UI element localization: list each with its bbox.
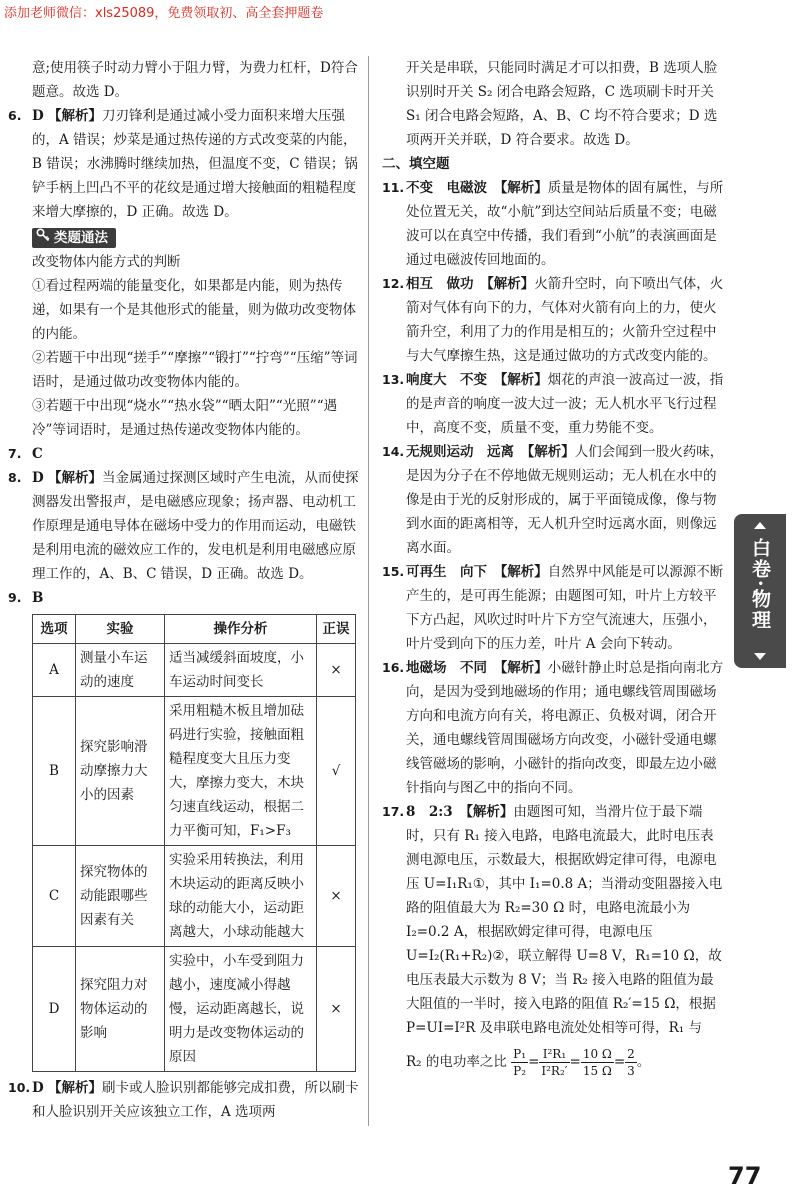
table-header-cell: 操作分析 (165, 615, 317, 644)
q15-analysis-text: 自然界中风能是可以源源不断产生的，是可再生能源；由题图可知，叶片上方较平下方凸起，风吹过时叶片下方空气流速大，压强小，叶片受到向下的压力差，叶片 A 会向下转动。 (406, 564, 724, 652)
experiment-cell: 探究影响滑动摩擦力大小的因素 (76, 697, 165, 846)
column-divider (368, 56, 369, 1126)
verdict-cell: √ (317, 697, 356, 846)
q8-answer (8, 466, 360, 586)
q10-tail-text: 开关是串联，只能同时满足才可以扣费，B 选项人脸识别时开关 S₂ 闭合电路会短路，C 选项刷卡时开关 S₁ 闭合电路会短路，A、B、C 均不符合要求；D 选项两开关并联，D 符合要求。故选 D。 (406, 60, 718, 148)
fraction-numerator: P₁ (513, 1047, 527, 1061)
verdict-cell: × (317, 846, 356, 947)
side-tab (734, 514, 786, 668)
method-title: 改变物体内能方式的判断 (32, 254, 181, 270)
q14-number: 14. (382, 444, 405, 459)
q16-answer (382, 656, 726, 800)
q13-analysis-tag: 【解析】 (500, 372, 548, 388)
key-icon (36, 228, 50, 248)
analysis-cell: 实验采用转换法，利用木块运动的距离反映小球的动能大小，运动距离越大，小球动能越大 (165, 846, 317, 947)
q13-analysis-text: 烟花的声浪一波高过一波，指的是声音的响度一波大过一波；无人机水平飞行过程中，高度不变，质量不变，重力势能不变。 (406, 372, 724, 436)
equals-sign: = (528, 1054, 540, 1070)
table-row (33, 644, 356, 697)
q5-tail-text: 意;使用筷子时动力臂小于阻力臂，为费力杠杆，D符合题意。故选 D。 (32, 60, 358, 100)
equals-sign: = (613, 1054, 626, 1070)
q9-choice: B (32, 590, 44, 606)
q15-number: 15. (382, 564, 405, 579)
q6-choice: D (32, 108, 44, 124)
option-cell: C (33, 846, 76, 947)
analysis-cell: 实验中，小车受到阻力越小，速度减小得越慢，运动距离越长，说明力是改变物体运动的原因 (165, 947, 317, 1072)
q8-choice: D (32, 470, 44, 486)
q12-answer (382, 272, 726, 368)
ratio-prefix: R₂ 的电功率之比 (406, 1054, 507, 1070)
q10-analysis-text: 刷卡或人脸识别都能够完成扣费，所以刷卡和人脸识别开关应该独立工作，A 选项两 (32, 1080, 359, 1120)
q14-analysis-tag: 【解析】 (527, 444, 575, 460)
option-cell: A (33, 644, 76, 697)
q15-fill: 可再生 向下 (406, 564, 501, 580)
q8-analysis-text: 当金属通过探测区域时产生电流，从而使探测器发出警报声，是电磁感应现象；扬声器、电动机工作原理是通电导体在磁场中受力的作用而运动，电磁铁是利用电流的磁效应工作的，发电机是利用电磁感应原理工作的，A、B、C 错误，D 正确。故选 D。 (32, 470, 359, 582)
experiment-cell: 测量小车运动的速度 (76, 644, 165, 697)
verdict-cell: × (317, 644, 356, 697)
q9-answer (8, 586, 360, 610)
triangle-up-icon (754, 522, 766, 529)
q16-fill: 地磁场 不同 (406, 660, 501, 676)
q15-answer (382, 560, 726, 656)
side-tab-label: 白卷·物理 (749, 538, 771, 631)
q17-fill: 8 2:3 (406, 804, 467, 820)
q11-analysis-tag: 【解析】 (500, 180, 548, 196)
triangle-down-icon (754, 653, 766, 660)
method-badge-label: 类题通法 (54, 230, 108, 246)
equals-sign: = (569, 1054, 581, 1070)
q9-number: 9. (8, 590, 22, 605)
q11-analysis-text: 质量是物体的固有属性，与所处位置无关，故“小航”到达空间站后质量不变；电磁波可以在真空中传播，我们看到“小航”的表演画面是通过电磁波传回地面的。 (406, 180, 724, 268)
fraction-numerator: 10 Ω (582, 1047, 612, 1061)
q14-analysis-text: 人们会闻到一股火药味，是因为分子在不停地做无规则运动；无人机在水中的像是由于光的反射形成的，属于平面镜成像，像与物到水面的距离相等，无人机升空时远离水面，则像远离水面。 (406, 444, 724, 556)
method-badge (32, 228, 116, 248)
q17-analysis-tag: 【解析】 (466, 804, 514, 820)
verdict-cell: × (317, 947, 356, 1072)
q14-fill: 无规则运动 远离 (406, 444, 528, 460)
fraction-denominator: I²R₂′ (541, 1064, 568, 1078)
analysis-cell: 适当减缓斜面坡度，小车运动时间变长 (165, 644, 317, 697)
q7-choice: C (32, 446, 43, 462)
experiment-cell: 探究物体的动能跟哪些因素有关 (76, 846, 165, 947)
experiment-cell: 探究阻力对物体运动的影响 (76, 947, 165, 1072)
method-point-3: ③若题干中出现“烧水”“热水袋”“晒太阳”“光照”“遇冷”等词语时，是通过热传递改变物体内能的。 (32, 398, 338, 438)
q13-number: 13. (382, 372, 405, 387)
option-cell: B (33, 697, 76, 846)
q12-number: 12. (382, 276, 405, 291)
section-heading: 二、填空题 (382, 156, 450, 172)
fraction-p (511, 1046, 528, 1079)
table-header-cell: 实验 (76, 615, 165, 644)
q16-number: 16. (382, 660, 405, 675)
q8-analysis-tag: 【解析】 (48, 470, 103, 486)
q17-analysis-text: 由题图可知，当滑片位于最下端时，只有 R₁ 接入电路，电路电流最大，此时电压表测电源电压，示数最大，根据欧姆定律可得，电源电压 U=I₁R₁①，其中 I₁=0.8 A；当滑动变阻器接入电路的阻值最大为 R₂=30 Ω 时，电路电流最小为 I₂=0.2 A，根据欧姆定律可得，电源电压 U=I₂(R₁+R₂)②，联立解得 U=8 V，R₁=10 Ω，故电压表最大示数为 8 V；当 R₂ 接入电路的阻值为最大阻值的一半时，接入电路的阻值 R₂′=15 Ω，根据 P=UI=I²R 及串联电路电流处处相等可得，R₁ 与 (406, 804, 723, 1036)
fraction-ohm (581, 1046, 614, 1079)
fraction-i2r (539, 1046, 569, 1079)
fraction-numerator: 2 (627, 1047, 635, 1061)
table-header-cell: 正误 (317, 615, 356, 644)
q7-answer (8, 442, 360, 466)
q11-number: 11. (382, 180, 405, 195)
q13-answer (382, 368, 726, 440)
option-cell: D (33, 947, 76, 1072)
fraction-denominator: 3 (627, 1064, 635, 1078)
page-number: 77 (728, 1162, 762, 1190)
q11-fill: 不变 电磁波 (406, 180, 501, 196)
q17-power-ratio (406, 1044, 726, 1080)
q10-answer (8, 1076, 360, 1124)
q10-choice: D (32, 1080, 44, 1096)
q6-analysis-tag: 【解析】 (48, 108, 103, 124)
left-column (8, 56, 360, 1124)
fraction-numerator: I²R₁ (539, 1046, 569, 1063)
right-column (382, 56, 726, 1080)
table-header-cell: 选项 (33, 615, 76, 644)
fraction-denominator: P₂ (513, 1064, 527, 1078)
q17-number: 17. (382, 804, 405, 819)
experiment-table (32, 614, 356, 1072)
watermark-banner: 添加老师微信：xls25089，免费领取初、高全套押题卷 (4, 6, 324, 21)
q16-analysis-tag: 【解析】 (500, 660, 548, 676)
q12-analysis-tag: 【解析】 (487, 276, 535, 292)
q12-fill: 相互 做功 (406, 276, 487, 292)
sentence-end: 。 (636, 1054, 651, 1070)
q10-analysis-tag: 【解析】 (48, 1080, 103, 1096)
q17-answer (382, 800, 726, 1080)
q6-number: 6. (8, 108, 22, 123)
q6-answer (8, 104, 360, 224)
fraction-denominator: 15 Ω (582, 1064, 612, 1078)
method-point-1: ①看过程两端的能量变化，如果都是内能，则为热传递，如果有一个是其他形式的能量，则为做功改变物体的内能。 (32, 278, 356, 342)
q7-number: 7. (8, 446, 22, 461)
q12-analysis-text: 火箭升空时，向下喷出气体，火箭对气体有向下的力，气体对火箭有向上的力，使火箭升空，利用了力的作用是相互的；火箭升空过程中与大气摩擦生热，这是通过做功的方式改变内能的。 (406, 276, 724, 364)
table-header-row (33, 615, 356, 644)
q14-answer (382, 440, 726, 560)
q15-analysis-tag: 【解析】 (500, 564, 548, 580)
method-point-2: ②若题干中出现“搓手”“摩擦”“锻打”“拧弯”“压缩”等词语时，是通过做功改变物体内能的。 (32, 350, 358, 390)
q16-analysis-text: 小磁针静止时总是指向南北方向，是因为受到地磁场的作用；通电螺线管周围磁场方向和电流方向有关，将电源正、负极对调，闭合开关，通电螺线管周围磁场方向改变，小磁针受通电螺线管磁场的影响，小磁针的指向改变，即最左边小磁针指向与图乙中的指向不同。 (406, 660, 724, 796)
table-row (33, 947, 356, 1072)
table-row (33, 846, 356, 947)
analysis-cell: 采用粗糙木板且增加砝码进行实验，接触面粗糙程度变大且压力变大，摩擦力变大，木块匀速直线运动，根据二力平衡可知，F₁>F₃ (165, 697, 317, 846)
table-row (33, 697, 356, 846)
q13-fill: 响度大 不变 (406, 372, 501, 388)
q11-answer (382, 176, 726, 272)
q6-analysis-text: 刀刃锋利是通过减小受力面积来增大压强的，A 错误；炒菜是通过热传递的方式改变菜的内能，B 错误；水沸腾时继续加热，但温度不变，C 错误；锅铲手柄上凹凸不平的花纹是通过增大接触面的粗糙程度来增大摩擦的，D 正确。故选 D。 (32, 108, 358, 220)
q8-number: 8. (8, 470, 22, 485)
fraction-result (625, 1046, 637, 1079)
q10-number: 10. (8, 1080, 31, 1095)
